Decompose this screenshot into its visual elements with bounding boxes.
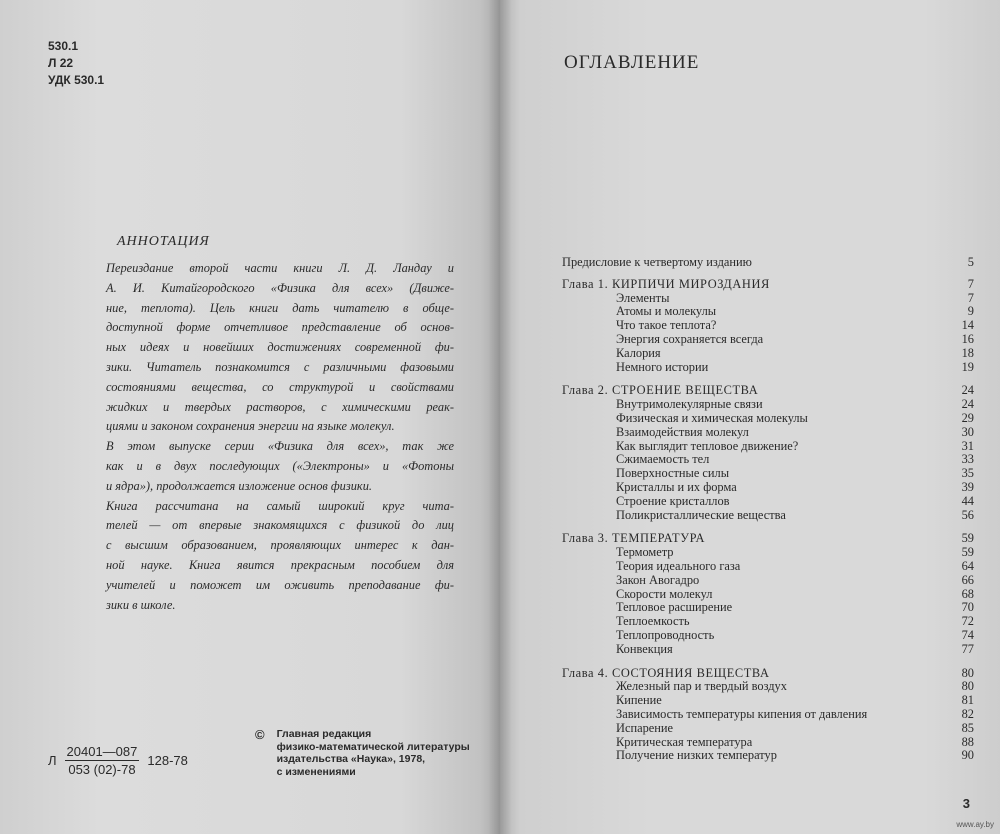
toc-section-row (562, 481, 974, 495)
toc-entry-title: Конвекция (616, 641, 673, 656)
toc-entry-page: 56 (961, 507, 974, 522)
toc-entry-title: Поверхностные силы (616, 466, 730, 481)
toc-entry-title: Кипение (616, 693, 662, 708)
toc-section-row (562, 749, 974, 763)
annotation-line: циями и законом сохранения энергии на языке молекул. (106, 419, 395, 434)
author-mark: Л 22 (48, 56, 74, 70)
toc-section-row (562, 509, 974, 523)
toc-entry-title: Глава 4. СОСТОЯНИЯ ВЕЩЕСТВА (562, 665, 770, 680)
toc-section-row (562, 643, 974, 657)
toc-section-row (562, 574, 974, 588)
toc-entry-title: Атомы и молекулы (616, 304, 717, 319)
toc-entry-page: 59 (961, 545, 974, 560)
toc-entry-page: 80 (961, 665, 974, 680)
toc-entry-title: Глава 1. КИРПИЧИ МИРОЗДАНИЯ (562, 276, 770, 291)
toc-section-row (562, 398, 974, 412)
annotation-line: с высшим образованием, проявляющих интерес к дан- (106, 538, 454, 553)
toc-entry-title: Теплоемкость (616, 614, 690, 629)
toc-entry-page: 18 (961, 345, 974, 360)
annotation-line: А. И. Китайгородского «Физика для всех» (Движе- (106, 280, 454, 295)
toc-entry-title: Скорости молекул (616, 586, 713, 601)
toc-entry-title: Испарение (616, 720, 674, 735)
toc-entry-page: 9 (967, 304, 974, 319)
toc-entry-title: Зависимость температуры кипения от давления (616, 706, 868, 721)
toc-entry-page: 5 (967, 255, 974, 269)
toc-entry-page: 7 (967, 290, 974, 305)
annotation-paragraph (84, 259, 454, 437)
toc-chapter-row (562, 532, 974, 546)
toc-entry-page: 59 (961, 531, 974, 546)
toc-chapter-row (562, 278, 974, 292)
udc-code: УДК 530.1 (48, 73, 105, 87)
toc-entry-page: 85 (961, 720, 974, 735)
toc-entry-title: Строение кристаллов (616, 493, 730, 508)
toc-entry-page: 30 (961, 424, 974, 439)
copyright-block (255, 728, 470, 778)
annotation-line: зики. Читатель познакомится с различными фазовыми (106, 359, 454, 374)
copyright-line: Главная редакция (276, 728, 372, 740)
toc-section-row (562, 495, 974, 509)
toc-entry-title: Немного истории (616, 359, 709, 374)
book-gutter (488, 0, 512, 834)
toc-entry-title: Тепловое расширение (616, 600, 733, 615)
toc-entry-title: Сжимаемость тел (616, 452, 710, 467)
annotation-line: жидких и твердых растворов, с химическими реак- (106, 399, 454, 414)
toc-entry-page: 24 (961, 397, 974, 412)
toc-entry-page: 81 (961, 693, 974, 708)
toc-entry-page: 82 (961, 706, 974, 721)
annotation-line: Переиздание второй части книги Л. Д. Ландау и (106, 261, 454, 275)
toc-section-row (562, 588, 974, 602)
annotation-line: состояниями вещества, со структурой и свойствами (106, 379, 454, 394)
annotation-line: ных идеях и новейших достижениях современной фи- (106, 340, 454, 355)
pub-code-denominator: 053 (02)-78 (68, 762, 136, 777)
annotation-line: как и в двух последующих («Электроны» и «Фотоны (106, 458, 454, 473)
toc-section-row (562, 292, 974, 306)
toc-title: ОГЛАВЛЕНИЕ (564, 52, 700, 73)
toc-chapter-row (562, 384, 974, 398)
toc-entry-title: Физическая и химическая молекулы (616, 410, 808, 425)
bbk-code: 530.1 (48, 39, 79, 53)
watermark: www.ay.by (956, 820, 994, 829)
toc-section-row (562, 560, 974, 574)
toc-section-row (562, 347, 974, 361)
toc-entry-page: 66 (961, 572, 974, 587)
toc-section-row (562, 615, 974, 629)
toc-section-row (562, 453, 974, 467)
copyright-line: издательства «Наука», 1978, (276, 753, 426, 765)
annotation-line: ной науке. Книга явится прекрасным пособием для (106, 557, 454, 572)
toc-entry-page: 88 (961, 734, 974, 749)
toc-entry-page: 90 (961, 748, 974, 763)
toc-entry-title: Термометр (616, 545, 674, 560)
toc-entry-title: Железный пар и твердый воздух (616, 679, 787, 694)
annotation-text (84, 259, 454, 615)
toc-section-row (562, 708, 974, 722)
toc-section-row (562, 426, 974, 440)
toc-entry-title: Калория (616, 345, 661, 360)
toc-entry-page: 70 (961, 600, 974, 615)
toc-entry-page: 72 (961, 614, 974, 629)
toc-entry-title: Закон Авогадро (616, 572, 700, 587)
annotation-line: телей — от впервые знакомящихся с физикой до лиц (106, 518, 454, 533)
classification-codes (48, 38, 104, 89)
toc-section-row (562, 629, 974, 643)
toc-entry-title: Глава 2. СТРОЕНИЕ ВЕЩЕСТВА (562, 383, 759, 398)
toc-chapter-row (562, 667, 974, 681)
annotation-heading: АННОТАЦИЯ (117, 234, 210, 249)
toc-entry-page: 77 (961, 641, 974, 656)
toc-section-row (562, 680, 974, 694)
toc-entry-title: Как выглядит тепловое движение? (616, 438, 799, 453)
toc-section-row (562, 694, 974, 708)
pub-code-numerator: 20401—087 (66, 744, 138, 759)
toc-entry-page: 16 (961, 331, 974, 346)
toc-entry-title: Теория идеального газа (616, 558, 741, 573)
toc-entry-page: 44 (961, 493, 974, 508)
toc-entry-page: 68 (961, 586, 974, 601)
pub-code-suffix: 128-78 (147, 753, 188, 768)
toc-section-row (562, 412, 974, 426)
toc-entry-page: 39 (961, 479, 974, 494)
toc-entry-page: 31 (961, 438, 974, 453)
toc-section-row (562, 361, 974, 375)
pub-code-letter: Л (48, 753, 57, 768)
annotation-paragraph (84, 437, 454, 496)
copyright-icon: © (255, 727, 265, 742)
toc-section-row (562, 722, 974, 736)
toc-section-row (562, 736, 974, 750)
toc-entry-page: 64 (961, 558, 974, 573)
toc-section-row (562, 333, 974, 347)
annotation-line: ние, теплота). Цель книги дать читателю в обще- (106, 300, 454, 315)
toc-entry-page: 80 (961, 679, 974, 694)
annotation-line: и ядра»), продолжается изложение основ физики. (106, 478, 372, 493)
toc-entry-title: Элементы (616, 290, 670, 305)
toc-entry-title: Внутримолекулярные связи (616, 397, 763, 412)
toc-entry-title: Взаимодействия молекул (616, 424, 749, 439)
toc-entry-title: Что такое теплота? (616, 318, 717, 333)
toc-entry-page: 24 (961, 383, 974, 398)
toc-entry-page: 14 (961, 318, 974, 333)
toc-entry-page: 19 (961, 359, 974, 374)
toc-entry-title: Энергия сохраняется всегда (616, 331, 764, 346)
table-of-contents (562, 256, 974, 763)
toc-entry-page: 74 (961, 627, 974, 642)
annotation-line: В этом выпуске серии «Физика для всех», так же (106, 439, 454, 454)
toc-entry-title: Получение низких температур (616, 748, 777, 763)
toc-entry-title: Теплопроводность (616, 627, 715, 642)
right-page (500, 0, 1000, 834)
toc-entry-page: 29 (961, 410, 974, 425)
copyright-line: физико-математической литературы (276, 740, 470, 753)
toc-preface-row (562, 256, 974, 270)
toc-section-row (562, 601, 974, 615)
toc-section-row (562, 440, 974, 454)
annotation-line: доступной форме отчетливое представление об основ- (106, 320, 454, 335)
annotation-paragraph (84, 497, 454, 616)
toc-entry-page: 7 (967, 276, 974, 291)
toc-section-row (562, 467, 974, 481)
toc-entry-page: 33 (961, 452, 974, 467)
toc-entry-title: Критическая температура (616, 734, 753, 749)
toc-entry-title: Кристаллы и их форма (616, 479, 737, 494)
toc-entry-title: Глава 3. ТЕМПЕРАТУРА (562, 531, 706, 546)
toc-section-row (562, 305, 974, 319)
toc-entry-title: Поликристаллические вещества (616, 507, 786, 522)
annotation-line: зики в школе. (106, 597, 176, 612)
toc-section-row (562, 319, 974, 333)
toc-entry-title: Предисловие к четвертому изданию (562, 255, 752, 269)
annotation-line: Книга рассчитана на самый широкий круг чита- (106, 498, 454, 513)
toc-section-row (562, 546, 974, 560)
page-number: 3 (962, 796, 970, 811)
toc-entry-page: 35 (961, 466, 974, 481)
publication-code (48, 744, 188, 777)
copyright-line: с изменениями (276, 765, 356, 778)
pub-code-fraction (65, 744, 140, 777)
annotation-line: учителей и поможет им оживить преподавание фи- (106, 577, 454, 592)
